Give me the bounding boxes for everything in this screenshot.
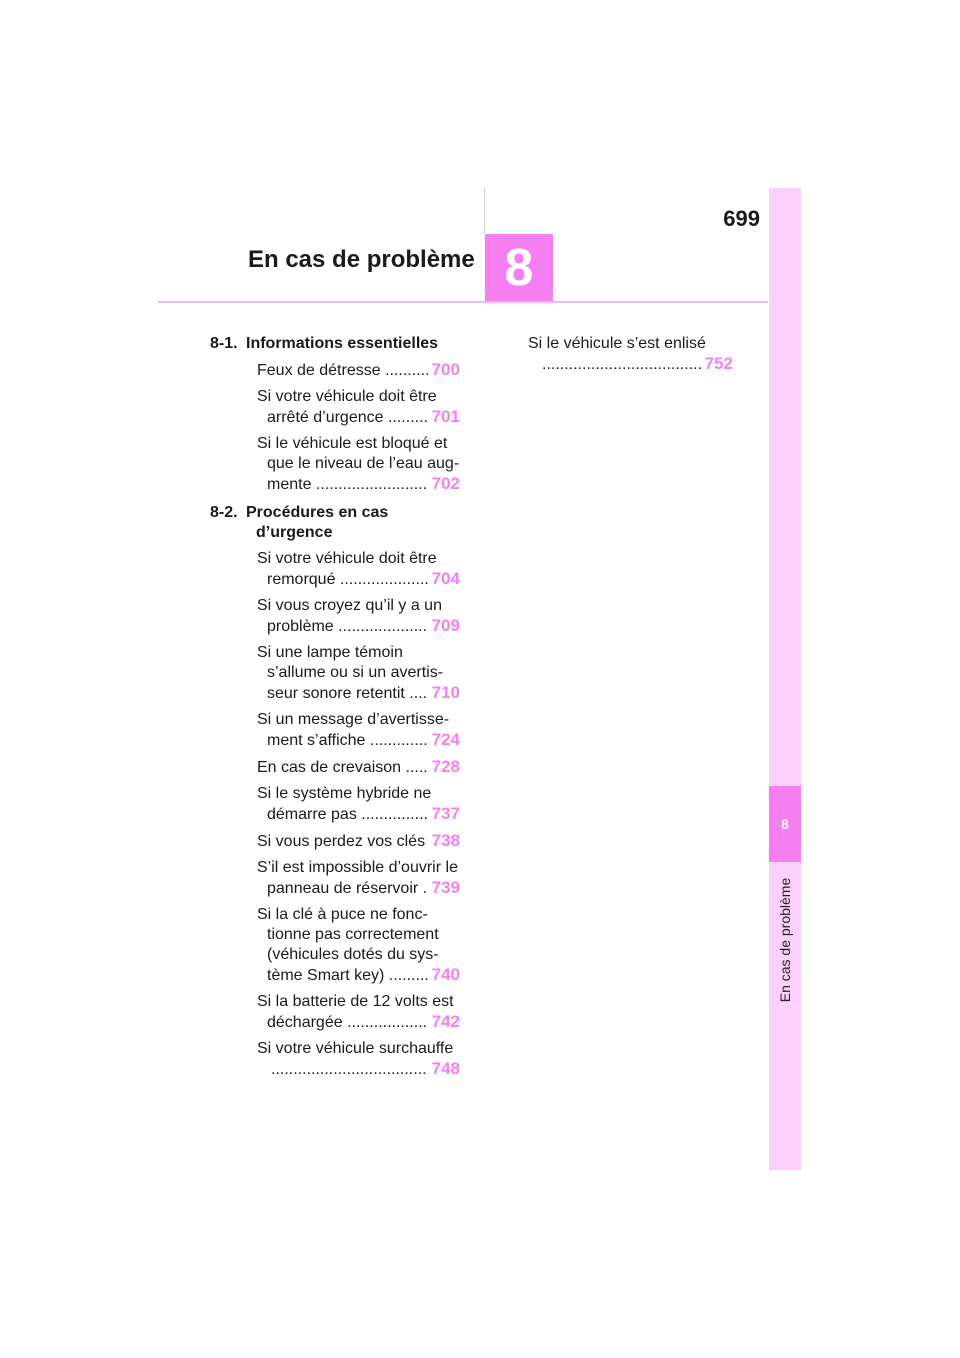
toc-entry-text: Si la batterie de 12 volts est [257,993,454,1010]
toc-entry-text: tème Smart key) ..... 740 [257,965,460,986]
toc-entry-text: seur sonore retentit ..... 710 [257,683,460,704]
toc-entry[interactable] [210,1039,460,1080]
toc-entry-text: déchargée ..... 742 [257,1012,460,1033]
toc-entry-text: mente ..... 702 [257,474,460,495]
section-title: Informations essentielles [246,335,439,352]
toc-entry-text: Si la clé à puce ne fonc- [257,906,428,923]
toc-entry-text: que le niveau de l’eau aug- [267,455,460,472]
toc-column-left [210,334,460,1080]
section-number: 8-1. [210,335,238,352]
toc-entry[interactable] [518,334,733,375]
toc-entry[interactable] [210,434,460,495]
toc-entry-text: remorqué ..... 704 [257,569,460,590]
toc-entry[interactable] [210,360,460,381]
toc-entry-text: En cas de crevaison ..... 728 [257,757,460,778]
chapter-title: En cas de problème [248,246,475,273]
chapter-number-box: 8 [485,234,553,302]
side-tab-label: En cas de problème [777,877,793,1003]
toc-page-number[interactable]: 728 [431,757,460,776]
toc-entry[interactable] [210,784,460,825]
toc-entry-text: Si vous croyez qu’il y a un [257,597,442,614]
toc-entry[interactable] [210,549,460,590]
toc-entry-text: Si un message d’avertisse- [257,711,450,728]
toc-entry[interactable] [210,992,460,1033]
toc-page-number[interactable]: 702 [431,474,460,493]
toc-entry-text: S’il est impossible d’ouvrir le [257,859,458,876]
toc-entry-text: tionne pas correctement [267,926,439,943]
toc-entry-text: ment s’affiche ..... 724 [257,730,460,751]
toc-entry-text: Si votre véhicule doit être [257,388,437,405]
toc-entry-text: Si le véhicule est bloqué et [257,435,448,452]
toc-section-heading [210,503,460,543]
section-title: Procédures en cas d’urgence [246,504,389,541]
toc-entry-text: Feux de détresse ..... 700 [257,360,460,381]
side-tab-chapter-number[interactable]: 8 [769,786,801,862]
toc-page-number[interactable]: 704 [431,569,460,588]
toc-entry-text [257,1059,460,1080]
section-number: 8-2. [210,504,238,521]
toc-entry-text: s’allume ou si un avertis- [267,664,444,681]
toc-entry[interactable] [210,643,460,704]
side-tab-upper [769,188,801,786]
toc-page-number[interactable]: 700 [431,360,460,379]
header-divider [484,188,485,234]
toc-page-number[interactable]: 740 [431,965,460,984]
toc-page-number[interactable]: 710 [431,683,460,702]
toc-entry-text [528,354,733,375]
toc-entry-text: Si votre véhicule doit être [257,550,437,567]
page-number: 699 [723,206,760,231]
toc-entry-text: arrêté d’urgence ..... 701 [257,407,460,428]
toc-page-number[interactable]: 709 [431,616,460,635]
toc-page-number[interactable]: 701 [431,407,460,426]
toc-entry-text: problème ..... 709 [257,616,460,637]
toc-entry[interactable] [210,831,460,852]
toc-section-heading [210,334,460,354]
toc-entry-text: Si le système hybride ne [257,785,432,802]
toc-page-number[interactable]: 724 [431,730,460,749]
toc-entry-text: Si vous perdez vos clés ..... 738 [257,831,460,852]
toc-page-number[interactable]: 739 [431,878,460,897]
toc-entry[interactable] [210,905,460,986]
toc-entry-text: (véhicules dotés du sys- [267,946,439,963]
toc-entry-text: Si votre véhicule surchauffe [257,1040,454,1057]
toc-entry-text: démarre pas ..... 737 [257,804,460,825]
toc-page-number[interactable]: 752 [704,354,733,373]
toc-entry-text: Si une lampe témoin [257,644,403,661]
toc-entry[interactable] [210,757,460,778]
toc-entry-text: Si le véhicule s’est enlisé [528,335,706,352]
toc-entry[interactable] [210,387,460,428]
toc-column-right [518,334,733,375]
toc-page-number[interactable]: 742 [431,1012,460,1031]
toc-entry[interactable] [210,858,460,899]
header-rule [158,301,768,303]
toc-entry[interactable] [210,710,460,751]
toc-page-number[interactable]: 738 [431,831,460,850]
toc-entry-text: panneau de réservoir ..... 739 [257,878,460,899]
toc-entry[interactable] [210,596,460,637]
toc-page-number[interactable]: 737 [431,804,460,823]
toc-page-number[interactable]: 748 [431,1059,460,1078]
